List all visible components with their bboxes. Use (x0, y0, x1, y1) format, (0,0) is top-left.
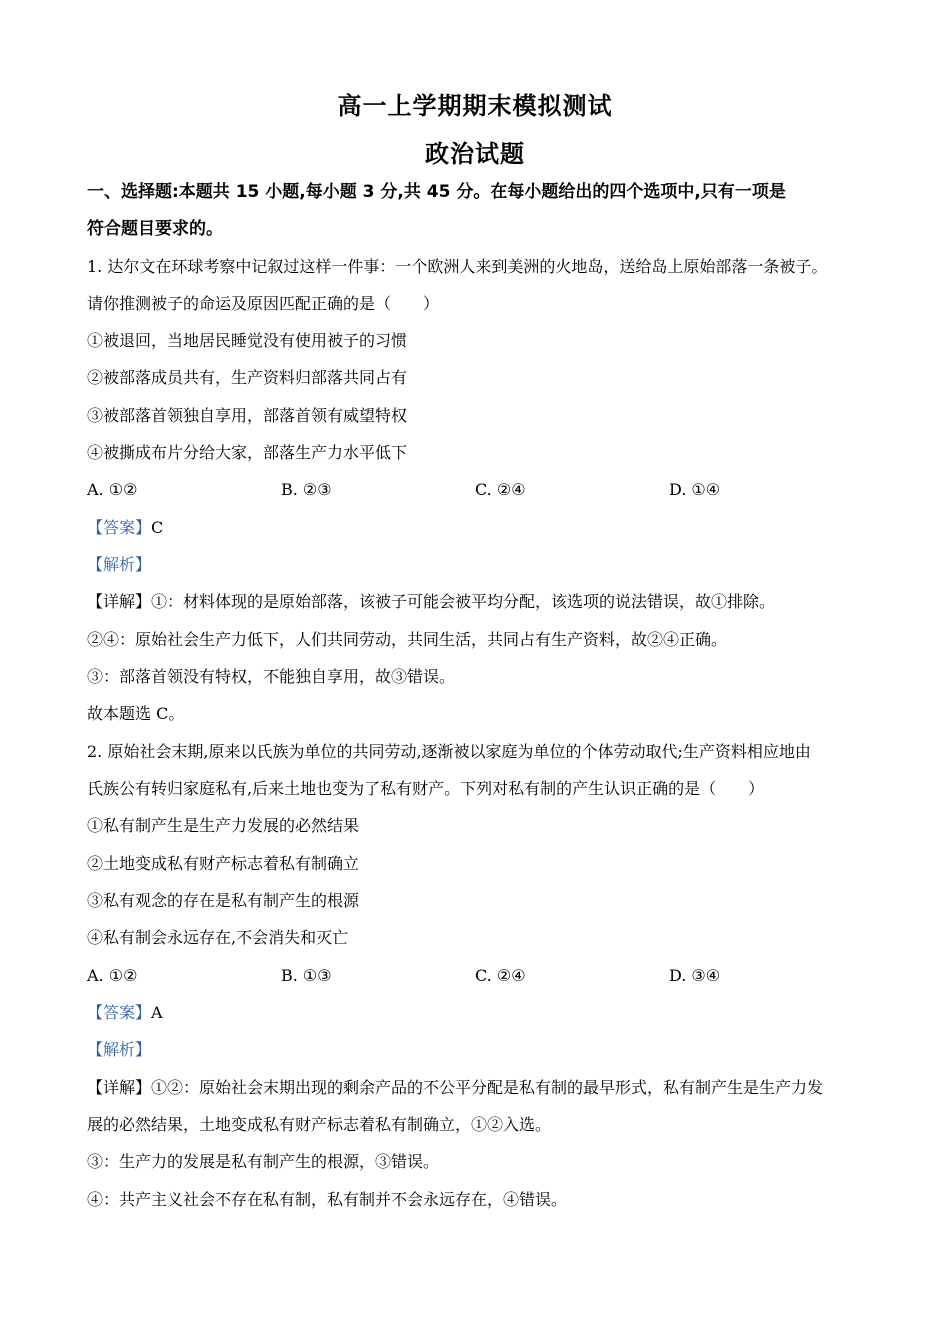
q2-option-a: A. ①② (87, 966, 138, 985)
section-heading-line2: 符合题目要求的。 (87, 219, 223, 239)
q1-statement: ④被撕成布片分给大家，部落生产力水平低下 (87, 443, 408, 462)
q1-detail-text: ①：材料体现的是原始部落，该被子可能会被平均分配，该选项的说法错误，故①排除。 (151, 592, 776, 611)
q1-option-c: C. ②④ (475, 480, 526, 499)
q2-answer (87, 1003, 163, 1023)
q1-statement: ②被部落成员共有，生产资料归部落共同占有 (87, 368, 408, 387)
q2-detail-line3: ③：生产力的发展是私有制产生的根源，③错误。 (87, 1152, 440, 1171)
q1-stem-line1: 1. 达尔文在环球考察中记叙过这样一件事：一个欧洲人来到美洲的火地岛，送给岛上原始部落一条被子。 (87, 257, 828, 276)
q1-detail-label: 【详解】 (87, 592, 152, 611)
q1-statement: ③被部落首领独自享用，部落首领有威望特权 (87, 406, 408, 425)
q1-answer (87, 518, 163, 538)
q1-stem-line2: 请你推测被子的命运及原因匹配正确的是（ ） (87, 294, 440, 313)
q2-statement: ③私有观念的存在是私有制产生的根源 (87, 891, 360, 910)
q2-detail-text: ①②：原始社会末期出现的剩余产品的不公平分配是私有制的最早形式，私有制产生是生产力发 (151, 1078, 824, 1097)
q2-option-d: D. ③④ (669, 966, 721, 985)
q2-statement: ②土地变成私有财产标志着私有制确立 (87, 854, 360, 873)
section-heading-line1: 一、选择题:本题共 15 小题,每小题 3 分,共 45 分。在每小题给出的四个选项中,只有一项是 (87, 182, 786, 202)
page-title: 高一上学期期末模拟测试 (337, 92, 613, 120)
q1-option-b: B. ②③ (281, 480, 332, 499)
q1-detail-line2: ②④：原始社会生产力低下，人们共同劳动，共同生活，共同占有生产资料，故②④正确。 (87, 630, 728, 649)
q2-statement: ①私有制产生是生产力发展的必然结果 (87, 816, 360, 835)
q2-detail-line4: ④：共产主义社会不存在私有制，私有制并不会永远存在，④错误。 (87, 1190, 568, 1209)
q2-stem-line1: 2. 原始社会末期,原来以氏族为单位的共同劳动,逐渐被以家庭为单位的个体劳动取代;生产资料相应地由 (87, 742, 811, 761)
q1-conclusion: 故本题选 C。 (87, 704, 185, 723)
q2-detail-line1 (87, 1078, 823, 1098)
q1-detail-line3: ③：部落首领没有特权，不能独自享用，故③错误。 (87, 667, 456, 686)
q1-analysis-label: 【解析】 (87, 555, 152, 574)
q1-answer-label: 【答案】 (87, 518, 152, 537)
q2-detail-line2: 展的必然结果，土地变成私有财产标志着私有制确立，①②入选。 (87, 1115, 552, 1134)
q1-detail-line1 (87, 592, 775, 612)
q1-statement: ①被退回，当地居民睡觉没有使用被子的习惯 (87, 331, 408, 350)
page-subtitle: 政治试题 (425, 140, 525, 168)
q2-option-b: B. ①③ (281, 966, 332, 985)
q2-stem-line2: 氏族公有转归家庭私有,后来土地也变为了私有财产。下列对私有制的产生认识正确的是（ ） (87, 779, 765, 798)
q2-answer-label: 【答案】 (87, 1003, 152, 1022)
q2-answer-value: A (151, 1003, 163, 1022)
q2-statement: ④私有制会永远存在,不会消失和灭亡 (87, 928, 349, 947)
q1-answer-value: C (151, 518, 164, 537)
q2-option-c: C. ②④ (475, 966, 526, 985)
q1-option-d: D. ①④ (669, 480, 721, 499)
q2-detail-label: 【详解】 (87, 1078, 152, 1097)
q1-option-a: A. ①② (87, 480, 138, 499)
q2-analysis-label: 【解析】 (87, 1040, 152, 1059)
